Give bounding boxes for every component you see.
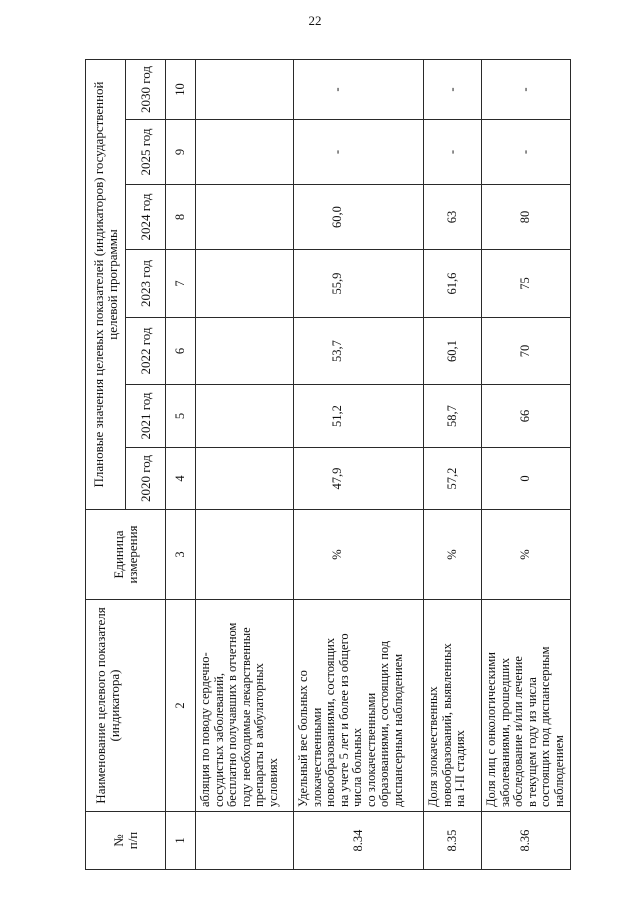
value-cell: [196, 59, 294, 119]
value-cell: -: [294, 120, 424, 185]
value-cell: [196, 250, 294, 318]
indicator-name: Доля злокачественных новообразований, выявленных на I-II стадиях: [424, 600, 482, 812]
row-number: 8.34: [294, 812, 424, 870]
value-cell: [196, 385, 294, 448]
indicator-name: абляция по поводу сердечно- сосудистых заболеваний, бесплатно получавших в отчетном году необходимые лекарственные препараты в амбулаторных условиях: [196, 600, 294, 812]
value-cell: 0: [482, 448, 571, 510]
unit-cell: %: [482, 510, 571, 600]
value-cell: 53,7: [294, 318, 424, 385]
header-year-2023: 2023 год: [126, 250, 166, 318]
value-cell: 55,9: [294, 250, 424, 318]
value-cell: 61,6: [424, 250, 482, 318]
value-cell: 51,2: [294, 385, 424, 448]
value-cell: -: [424, 59, 482, 119]
column-number: 3: [166, 510, 196, 600]
column-number: 1: [166, 812, 196, 870]
header-number: № п/п: [86, 812, 166, 870]
row-number: 8.36: [482, 812, 571, 870]
value-cell: 47,9: [294, 448, 424, 510]
value-cell: -: [294, 59, 424, 119]
value-cell: 70: [482, 318, 571, 385]
table-header-row: [86, 59, 126, 869]
column-number: 8: [166, 185, 196, 250]
value-cell: 60,0: [294, 185, 424, 250]
row-number: [196, 812, 294, 870]
page-number: 22: [308, 13, 322, 28]
column-number: 2: [166, 600, 196, 812]
table-row: [294, 59, 424, 869]
value-cell: [196, 185, 294, 250]
value-cell: -: [482, 120, 571, 185]
value-cell: 63: [424, 185, 482, 250]
column-number: 5: [166, 385, 196, 448]
unit-cell: %: [294, 510, 424, 600]
value-cell: -: [482, 59, 571, 119]
value-cell: 60,1: [424, 318, 482, 385]
column-number: 7: [166, 250, 196, 318]
value-cell: 66: [482, 385, 571, 448]
header-indicator-name: Наименование целевого показателя (индикатора): [86, 600, 166, 812]
unit-cell: [196, 510, 294, 600]
value-cell: 75: [482, 250, 571, 318]
column-number: 6: [166, 318, 196, 385]
value-cell: [196, 120, 294, 185]
column-number-row: [166, 59, 196, 869]
column-number: 10: [166, 59, 196, 119]
value-cell: 58,7: [424, 385, 482, 448]
value-cell: -: [424, 120, 482, 185]
header-year-2020: 2020 год: [126, 448, 166, 510]
rotated-table-wrapper: [85, 60, 570, 870]
value-cell: 57,2: [424, 448, 482, 510]
target-indicators-table: [85, 59, 571, 870]
unit-cell: %: [424, 510, 482, 600]
value-cell: [196, 448, 294, 510]
column-number: 9: [166, 120, 196, 185]
table-row: [482, 59, 571, 869]
header-unit: Единица измерения: [86, 510, 166, 600]
header-year-2022: 2022 год: [126, 318, 166, 385]
indicator-name: Удельный вес больных со злокачественными новообразованиями, состоящих на учете 5 лет и более из общего числа больных со злокачественными образованиями, состоящих под диспансерным наблюдением: [294, 600, 424, 812]
header-year-2025: 2025 год: [126, 120, 166, 185]
header-year-2024: 2024 год: [126, 185, 166, 250]
value-cell: 80: [482, 185, 571, 250]
indicator-name: Доля лиц с онкологическими заболеваниями, прошедших обследование и/или лечение в текущем году из числа состоящих под диспансерным наблюдением: [482, 600, 571, 812]
header-planned-values: Плановые значения целевых показателей (индикаторов) государственной целевой программы: [86, 59, 126, 509]
header-year-2030: 2030 год: [126, 59, 166, 119]
table-row: [196, 59, 294, 869]
header-year-2021: 2021 год: [126, 385, 166, 448]
value-cell: [196, 318, 294, 385]
row-number: 8.35: [424, 812, 482, 870]
table-row: [424, 59, 482, 869]
column-number: 4: [166, 448, 196, 510]
